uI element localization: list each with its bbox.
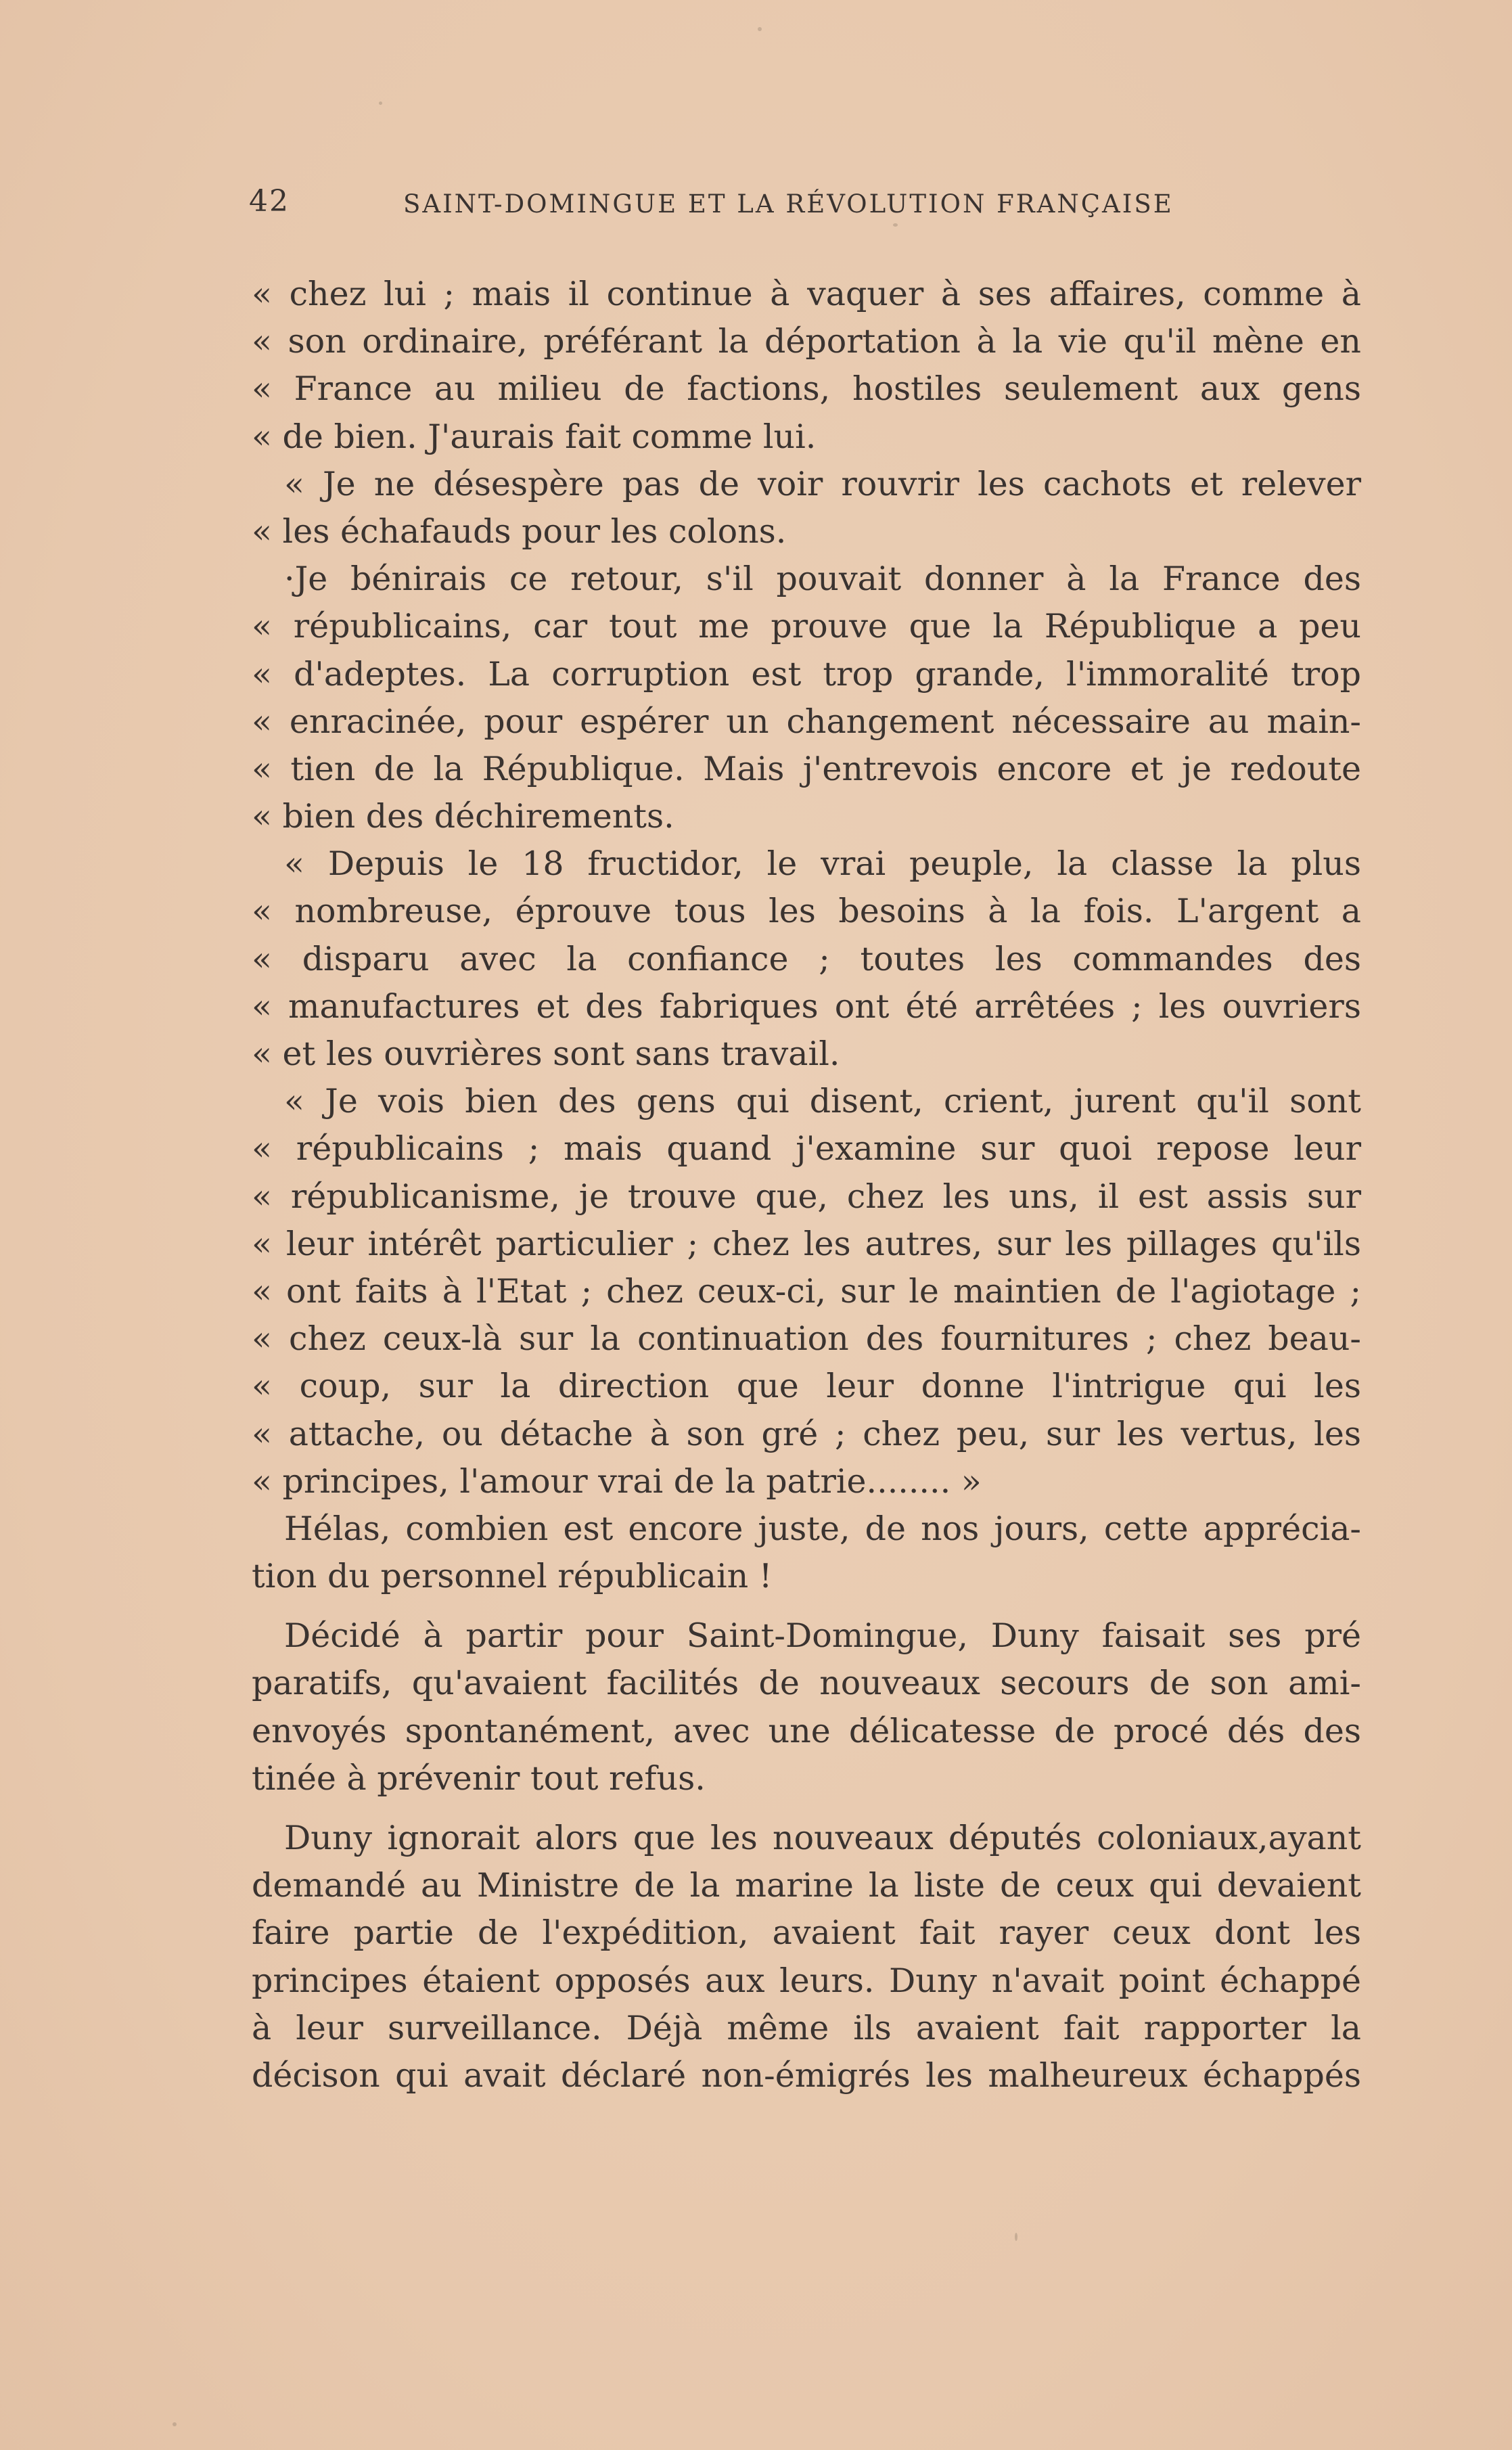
text-line: « leur intérêt particulier ; chez les autres, sur les pillages qu'ils	[252, 1224, 1361, 1263]
text-line: « ont faits à l'Etat ; chez ceux-ci, sur le maintien de l'agiotage ;	[252, 1271, 1361, 1311]
text-line: Hélas, combien est encore juste, de nos jours, cette apprécia-	[284, 1509, 1361, 1548]
text-line: « Depuis le 18 fructidor, le vrai peuple, la classe la plus	[284, 844, 1361, 884]
page-number: 42	[249, 184, 290, 219]
text-line: « chez lui ; mais il continue à vaquer à ses affaires, comme à	[252, 275, 1361, 313]
text-line: « manufactures et des fabriques ont été arrêtées ; les ouvriers	[252, 986, 1361, 1026]
paper-speck	[758, 27, 762, 31]
text-line: « Je ne désespère pas de voir rouvrir les cachots et relever	[284, 464, 1361, 503]
text-line: envoyés spontanément, avec une délicatesse de procé dés des	[252, 1711, 1361, 1750]
text-line: principes étaient opposés aux leurs. Duny n'avait point échappé	[252, 1961, 1361, 2000]
paper-speck	[893, 223, 898, 227]
paper-speck	[379, 101, 382, 105]
text-line: ·Je bénirais ce retour, s'il pouvait donner à la France des	[284, 560, 1361, 599]
page-header	[249, 184, 1365, 225]
text-line: « républicains ; mais quand j'examine sur quoi repose leur	[252, 1129, 1361, 1169]
text-line: « France au milieu de factions, hostiles seulement aux gens	[252, 369, 1361, 409]
text-line: à leur surveillance. Déjà même ils avaient fait rapporter la	[252, 2008, 1361, 2047]
text-line: « son ordinaire, préférant la déportation à la vie qu'il mène en	[252, 322, 1361, 361]
text-line: « coup, sur la direction que leur donne l'intrigue qui les	[252, 1367, 1361, 1406]
body-text	[252, 271, 1361, 2100]
text-line: « enracinée, pour espérer un changement nécessaire au main-	[252, 702, 1361, 741]
text-line: « principes, l'amour vrai de la patrie........ »	[252, 1461, 982, 1501]
running-title: SAINT-DOMINGUE ET LA RÉVOLUTION FRANÇAISE	[403, 189, 1174, 219]
text-line: décison qui avait déclaré non-émigrés les malheureux échappés	[252, 2056, 1361, 2095]
text-line: « d'adeptes. La corruption est trop grande, l'immoralité trop	[252, 654, 1361, 694]
text-line: « républicains, car tout me prouve que la République a peu	[252, 607, 1361, 646]
paper-speck	[1015, 2233, 1017, 2241]
text-line: « nombreuse, éprouve tous les besoins à la fois. L'argent a	[252, 892, 1361, 931]
text-line: « attache, ou détache à son gré ; chez peu, sur les vertus, les	[252, 1414, 1361, 1453]
paper-speck	[173, 2422, 177, 2426]
text-line: « les échafauds pour les colons.	[252, 512, 787, 551]
text-line: tinée à prévenir tout refus.	[252, 1759, 706, 1798]
text-line: tion du personnel républicain !	[252, 1557, 773, 1596]
text-line: « Je vois bien des gens qui disent, crient, jurent qu'il sont	[284, 1082, 1361, 1121]
text-line: Duny ignorait alors que les nouveaux députés coloniaux,ayant	[284, 1819, 1361, 1857]
text-line: paratifs, qu'avaient facilités de nouveaux secours de son ami-	[252, 1664, 1361, 1703]
text-line: « tien de la République. Mais j'entrevois encore et je redoute	[252, 749, 1361, 788]
text-line: « chez ceux-là sur la continuation des fournitures ; chez beau-	[252, 1319, 1361, 1359]
text-line: « bien des déchirements.	[252, 797, 674, 836]
text-line: demandé au Ministre de la marine la liste de ceux qui devaient	[252, 1866, 1361, 1905]
text-line: faire partie de l'expédition, avaient fait rayer ceux dont les	[252, 1913, 1361, 1953]
text-line: Décidé à partir pour Saint-Domingue, Duny faisait ses pré	[284, 1616, 1361, 1656]
text-line: « et les ouvrières sont sans travail.	[252, 1035, 840, 1073]
text-line: « républicanisme, je trouve que, chez les uns, il est assis sur	[252, 1177, 1361, 1216]
text-line: « disparu avec la confiance ; toutes les commandes des	[252, 939, 1361, 978]
text-line: « de bien. J'aurais fait comme lui.	[252, 417, 817, 456]
